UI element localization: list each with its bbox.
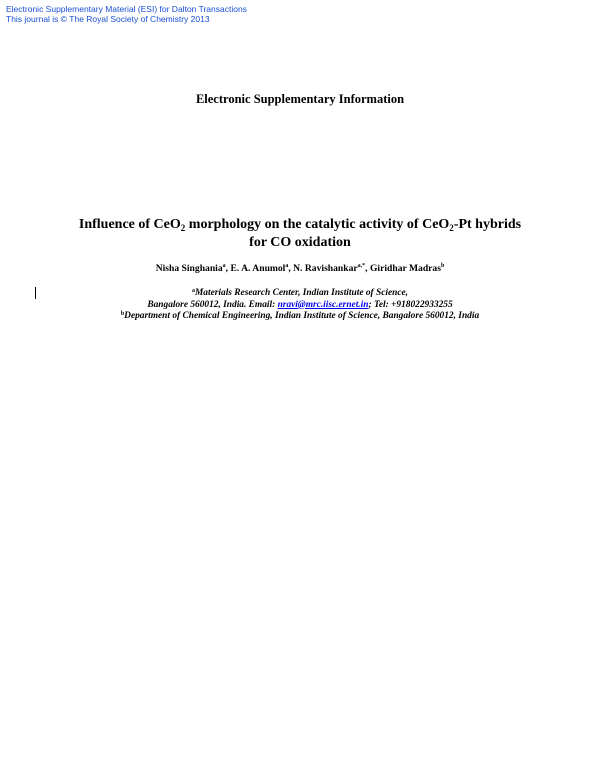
title-text-2: morphology on the catalytic activity of CeO [185, 217, 450, 232]
esi-header-line-1: Electronic Supplementary Material (ESI) for Dalton Transactions [6, 4, 247, 14]
affiliation-b-text: Department of Chemical Engineering, Indian Institute of Science, Bangalore 560012, India [124, 311, 480, 321]
title-text-3: -Pt hybrids [453, 217, 522, 232]
affiliation-a-line-2 [0, 300, 600, 312]
author-name: N. Ravishankar [293, 263, 358, 274]
affiliations [0, 288, 600, 323]
paper-title [0, 216, 600, 252]
author-list: Nisha Singhania$^a$, E. A. Anumol$^a$, N. Ravishankar$^{a,*}$, Giridhar Madras$^b$ [155, 263, 445, 274]
esi-journal-header [6, 4, 247, 24]
affiliation-a-text: Materials Research Center, Indian Institute of Science, [194, 288, 409, 298]
title-text-1: Influence of CeO [78, 217, 181, 232]
email-link[interactable]: nravi@mrc.iisc.ernet.in [277, 299, 369, 310]
author-affil-mark: a [285, 263, 289, 269]
affiliation-a-line-1 [0, 288, 600, 300]
esi-title: Electronic Supplementary Information [195, 92, 405, 106]
paper-title-line-1 [0, 216, 600, 234]
author-affil-mark: b [440, 263, 445, 269]
title-subscript-1: 2 [180, 223, 186, 233]
affiliation-a-address: Bangalore 560012, India. Email: [147, 299, 278, 310]
affiliation-b-line [0, 311, 600, 323]
author-name: Giridhar Madras [369, 263, 441, 274]
affil-mark-b: b [120, 311, 125, 317]
title-subscript-2: 2 [449, 223, 454, 233]
author-affil-mark: a [222, 263, 226, 269]
affiliation-a-phone: ; Tel: +918022933255 [368, 299, 453, 310]
author-name: E. A. Anumol [230, 263, 286, 274]
author-affil-mark: a,* [357, 263, 366, 269]
esi-header-line-2: This journal is © The Royal Society of Chemistry 2013 [6, 14, 210, 24]
author-name: Nisha Singhania [155, 263, 223, 274]
affil-mark-a: a [191, 288, 195, 294]
paper-title-line-2: for CO oxidation [249, 235, 351, 250]
